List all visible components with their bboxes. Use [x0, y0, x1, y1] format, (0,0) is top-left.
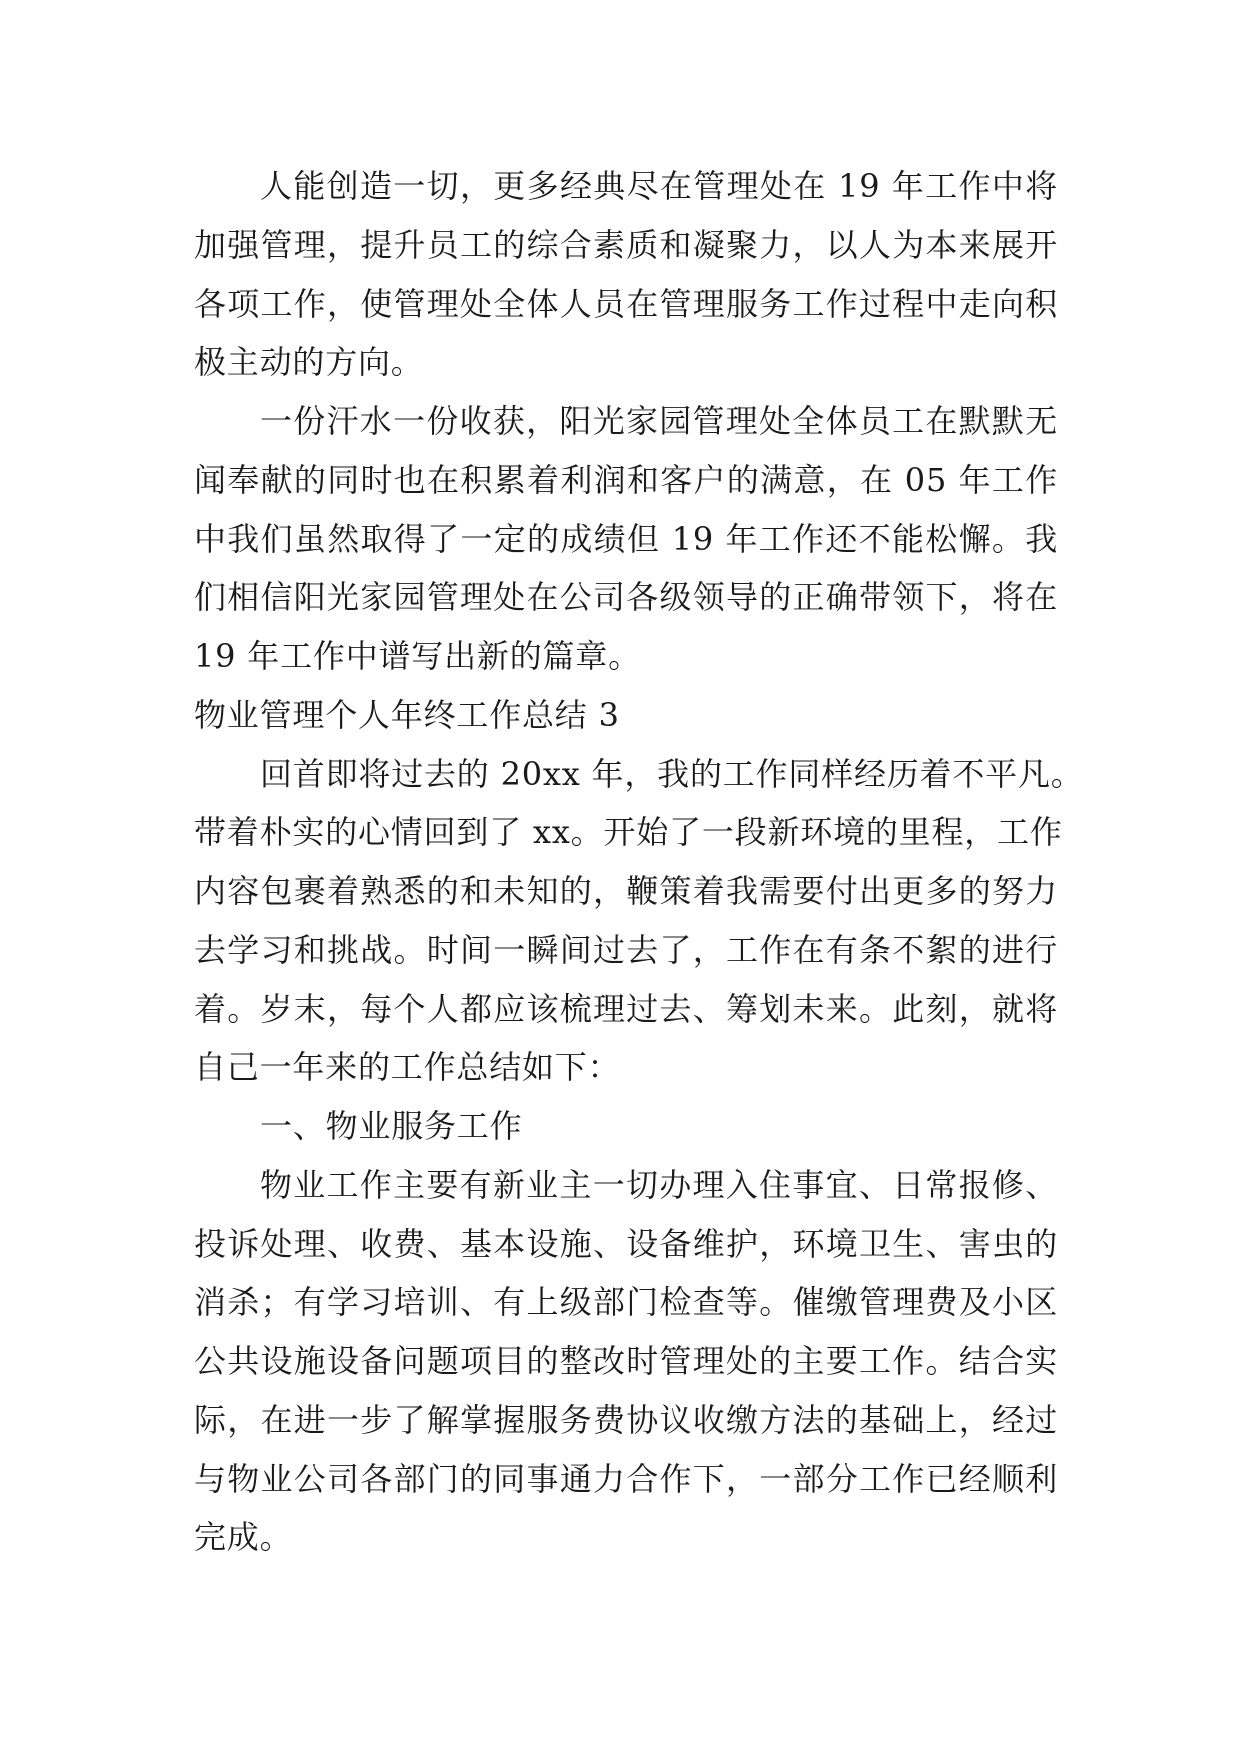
paragraph-line: 闻奉献的同时也在积累着利润和客户的满意，在 05 年工作: [194, 460, 1058, 499]
paragraph-line: 19 年工作中谱写出新的篇章。: [194, 637, 641, 675]
paragraph-line: 加强管理，提升员工的综合素质和凝聚力，以人为本来展开: [194, 225, 1058, 264]
paragraph-line: 际，在进一步了解掌握服务费协议收缴方法的基础上，经过: [194, 1400, 1058, 1439]
subheading: 一、物业服务工作: [260, 1107, 523, 1145]
paragraph-line: 投诉处理、收费、基本设施、设备维护，环境卫生、害虫的: [194, 1224, 1058, 1263]
paragraph-line: 内容包裹着熟悉的和未知的，鞭策着我需要付出更多的努力: [194, 872, 1058, 910]
paragraph-line: 极主动的方向。: [194, 343, 424, 382]
paragraph-line: 中我们虽然取得了一定的成绩但 19 年工作还不能松懈。我: [194, 519, 1058, 558]
paragraph: [194, 392, 1058, 686]
paragraph-line: 消杀；有学习培训、有上级部门检查等。催缴管理费及小区: [194, 1283, 1058, 1322]
paragraph-line: 自己一年来的工作总结如下：: [194, 1048, 621, 1087]
paragraph-line: 公共设施设备问题项目的整改时管理处的主要工作。结合实: [194, 1342, 1058, 1380]
paragraph: [194, 157, 1058, 392]
paragraph-line: 人能创造一切，更多经典尽在管理处在 19 年工作中将: [260, 167, 1058, 205]
paragraph-line: 回首即将过去的 20xx 年，我的工作同样经历着不平凡。: [260, 754, 1084, 793]
paragraph-line: 们相信阳光家园管理处在公司各级领导的正确带领下，将在: [194, 578, 1058, 617]
paragraph-line: 着。岁末，每个人都应该梳理过去、筹划未来。此刻，就将: [194, 989, 1058, 1028]
paragraph: [194, 1156, 1058, 1567]
paragraph-line: 一份汗水一份收获，阳光家园管理处全体员工在默默无: [260, 402, 1058, 440]
paragraph-line: 与物业公司各部门的同事通力合作下，一部分工作已经顺利: [194, 1459, 1058, 1498]
paragraph-line: 各项工作，使管理处全体人员在管理服务工作过程中走向积: [194, 284, 1058, 323]
paragraph-line: 物业工作主要有新业主一切办理入住事宜、日常报修、: [260, 1165, 1058, 1204]
document-body: [194, 157, 1084, 1567]
paragraph-line: 去学习和挑战。时间一瞬间过去了，工作在有条不絮的进行: [194, 930, 1058, 969]
paragraph-line: 完成。: [194, 1518, 293, 1557]
paragraph-line: 带着朴实的心情回到了 xx。开始了一段新环境的里程，工作: [194, 813, 1063, 852]
paragraph: [194, 745, 1084, 1098]
section-title: 物业管理个人年终工作总结 3: [194, 695, 620, 734]
